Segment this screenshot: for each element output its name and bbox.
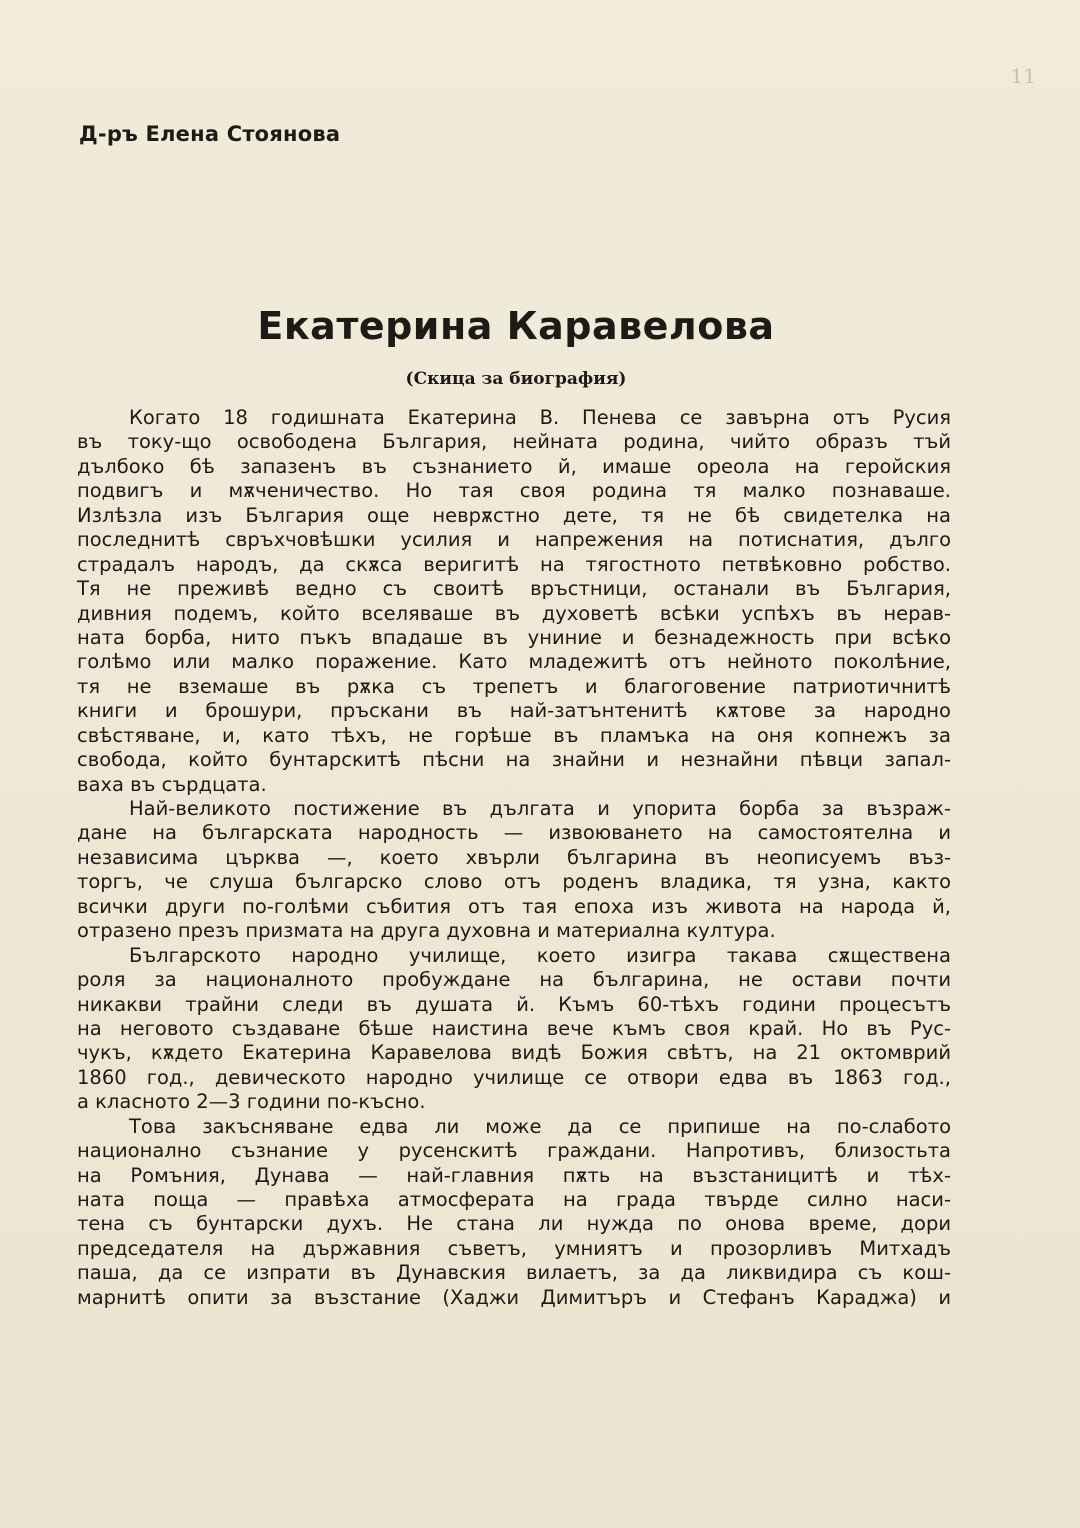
text-line: Когато 18 годишната Екатерина В. Пенева се завърна отъ Русия (129, 406, 951, 429)
text-line: Излѣзла изъ България още неврѫстно дете, тя не бѣ свидетелка на (77, 503, 951, 527)
text-line: Тя не преживѣ ведно съ своитѣ връстници, останали въ България, (77, 577, 951, 601)
text-line: дивния подемъ, който вселяваше въ духоветѣ всѣки успѣхъ въ нерав- (77, 601, 951, 625)
text-line: книги и брошури, пръскани въ най-затънтенитѣ кѫтове за народно (77, 699, 951, 723)
text-line: ваха въ сърдцата. (77, 772, 267, 796)
text-line: паша, да се изпрати въ Дунавския вилаетъ, за да ликвидира съ кош- (77, 1261, 951, 1285)
text-line: дане на българската народность — извоюването на самостоятелна и (77, 821, 951, 845)
article-body (77, 406, 951, 1310)
text-line: Това закъсняване едва ли може да се припише на по-слабото (129, 1114, 951, 1138)
text-line: подвигъ и мѫченичество. Но тая своя родина тя малко познаваше. (77, 479, 951, 503)
article-title: Екатерина Каравелова (257, 304, 775, 348)
text-line: тена съ бунтарски духъ. Не стана ли нужда по онова време, дори (77, 1212, 951, 1236)
text-line: торгъ, че слуша българско слово отъ роденъ владика, тя узна, както (77, 870, 951, 894)
text-line: чукъ, кѫдето Екатерина Каравелова видѣ Божия свѣтъ, на 21 октомврий (77, 1041, 951, 1065)
text-line: роля за националното пробуждане на българина, не остави почти (77, 968, 951, 992)
text-line: последнитѣ свръхчовѣшки усилия и напрежения на потиснатия, дълго (77, 528, 951, 552)
text-line: марнитѣ опити за възстание (Хаджи Димитъръ и Стефанъ Караджа) и (77, 1285, 951, 1309)
text-line: Най-великото постижение въ дългата и упорита борба за възраж- (129, 797, 951, 820)
text-line: Българското народно училище, което изигра такава сѫществена (129, 943, 951, 967)
text-line: ната поща — правѣха атмосферата на града твърде силно наси- (77, 1188, 951, 1211)
text-line: независима църква —, което хвърли българина въ неописуемъ въз- (77, 845, 951, 869)
page-number: 11 (1010, 64, 1036, 88)
text-line: никакви трайни следи въ душата й. Къмъ 60-тѣхъ години процесътъ (77, 992, 951, 1016)
text-line: свобода, който бунтарскитѣ пѣсни на знайни и незнайни пѣвци запал- (77, 748, 951, 772)
text-line: на неговото създаване бѣше наистина вече къмъ своя край. Но въ Рус- (77, 1016, 951, 1040)
author-name: Д-ръ Елена Стоянова (79, 122, 341, 146)
text-line: тя не вземаше въ рѫка съ трепетъ и благоговение патриотичнитѣ (77, 674, 951, 698)
text-line: на Ромъния, Дунава — най-главния пѫть на възстаницитѣ и тѣх- (77, 1163, 951, 1187)
text-line: отразено презъ призмата на друга духовна и материална култура. (77, 919, 776, 943)
text-line: ната борба, нито пъкъ впадаше въ униние и безнадежность при всѣко (77, 625, 951, 649)
text-line: голѣмо или малко поражение. Като младежитѣ отъ нейното поколѣние, (77, 650, 951, 674)
article-subtitle: (Скица за биография) (405, 369, 627, 389)
text-line: а класното 2—3 години по-късно. (77, 1090, 426, 1114)
text-line: въ току-що освободена България, нейната родина, чийто образъ тъй (77, 430, 951, 454)
text-line: председателя на държавния съветъ, умниятъ и прозорливъ Митхадъ (77, 1236, 951, 1260)
text-line: страдалъ народъ, да скѫса веригитѣ на тягостното петвѣковно робство. (77, 552, 951, 576)
text-line: 1860 год., девическото народно училище се отвори едва въ 1863 год., (77, 1065, 951, 1089)
text-line: свѣстяване, и, като тѣхъ, не горѣше въ пламъка на оня копнежъ за (77, 723, 951, 747)
text-line: дълбоко бѣ запазенъ въ съзнанието й, имаше ореола на геройския (77, 454, 951, 478)
text-line: национално съзнание у русенскитѣ граждани. Напротивъ, близостьта (77, 1139, 951, 1163)
text-line: всички други по-голѣми събития отъ тая епоха изъ живота на народа й, (77, 894, 951, 918)
